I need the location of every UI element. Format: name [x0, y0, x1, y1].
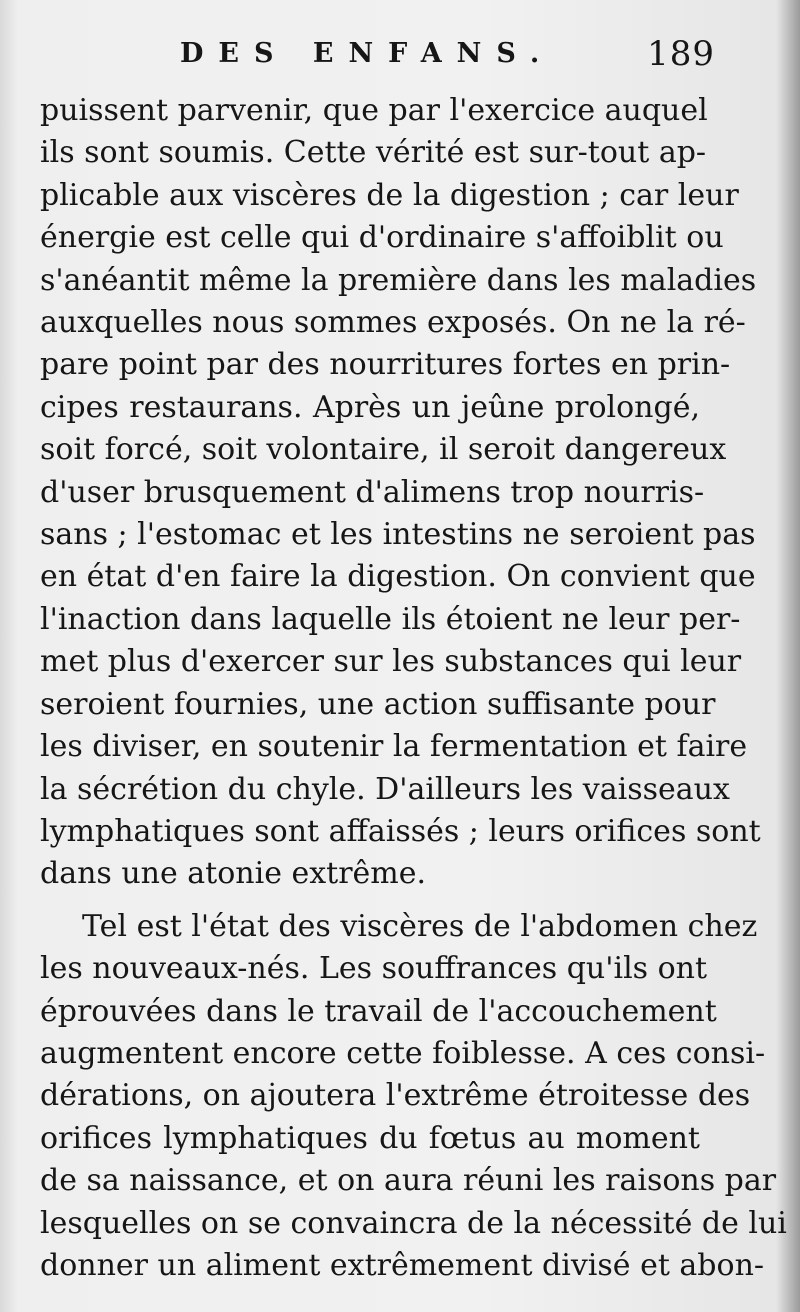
paragraph-gap — [40, 896, 700, 906]
body-text — [40, 90, 787, 1287]
text-line: met plus d'exercer sur les substances qui leur — [40, 644, 742, 680]
text-line: l'inaction dans laquelle ils étoient ne leur per- — [40, 601, 741, 637]
text-line: lymphatiques sont affaissés ; leurs orifices sont — [40, 813, 761, 849]
page-number: 189 — [647, 34, 715, 74]
text-line: sans ; l'estomac et les intestins ne seroient pas — [40, 517, 756, 553]
text-line: Tel est l'état des viscères de l'abdomen chez — [82, 908, 758, 944]
text-line: éprouvées dans le travail de l'accouchement — [40, 993, 717, 1029]
text-line: augmentent encore cette foiblesse. A ces consi- — [40, 1035, 766, 1071]
text-line: auxquelles nous sommes exposés. On ne la ré- — [40, 305, 746, 341]
text-line: cipes restaurans. Après un jeûne prolongé, — [40, 389, 700, 425]
running-title: DES ENFANS. — [180, 38, 555, 69]
page-header — [40, 34, 715, 84]
text-line: plicable aux viscères de la digestion ; car leur — [40, 177, 739, 213]
text-line: les nouveaux-nés. Les souffrances qu'ils ont — [40, 951, 708, 987]
text-line: dans une atonie extrême. — [40, 856, 427, 892]
text-line: puissent parvenir, que par l'exercice auquel — [40, 93, 708, 128]
paragraph-2 — [40, 906, 787, 1288]
paragraph-1 — [40, 90, 761, 896]
text-line: pare point par des nourritures fortes en prin- — [40, 347, 731, 383]
text-line: donner un aliment extrêmement divisé et abon- — [40, 1247, 765, 1283]
text-line: soit forcé, soit volontaire, il seroit dangereux — [40, 432, 727, 468]
text-line: en état d'en faire la digestion. On convient que — [40, 559, 756, 595]
text-line: la sécrétion du chyle. D'ailleurs les vaisseaux — [40, 771, 730, 807]
text-line: d'user brusquement d'alimens trop nourris- — [40, 474, 705, 510]
text-line: énergie est celle qui d'ordinaire s'affoiblit ou — [40, 220, 724, 256]
text-line: dérations, on ajoutera l'extrême étroitesse des — [40, 1078, 751, 1114]
text-line: lesquelles on se convaincra de la nécessité de lui — [40, 1205, 787, 1241]
text-line: les diviser, en soutenir la fermentation et faire — [40, 729, 748, 765]
text-line: s'anéantit même la première dans les maladies — [40, 262, 757, 298]
text-line: seroient fournies, une action suffisante pour — [40, 686, 716, 722]
text-line: ils sont soumis. Cette vérité est sur-tout ap- — [40, 135, 707, 171]
text-line: orifices lymphatiques du fœtus au moment — [40, 1120, 700, 1156]
text-line: de sa naissance, et on aura réuni les raisons par — [40, 1163, 777, 1199]
